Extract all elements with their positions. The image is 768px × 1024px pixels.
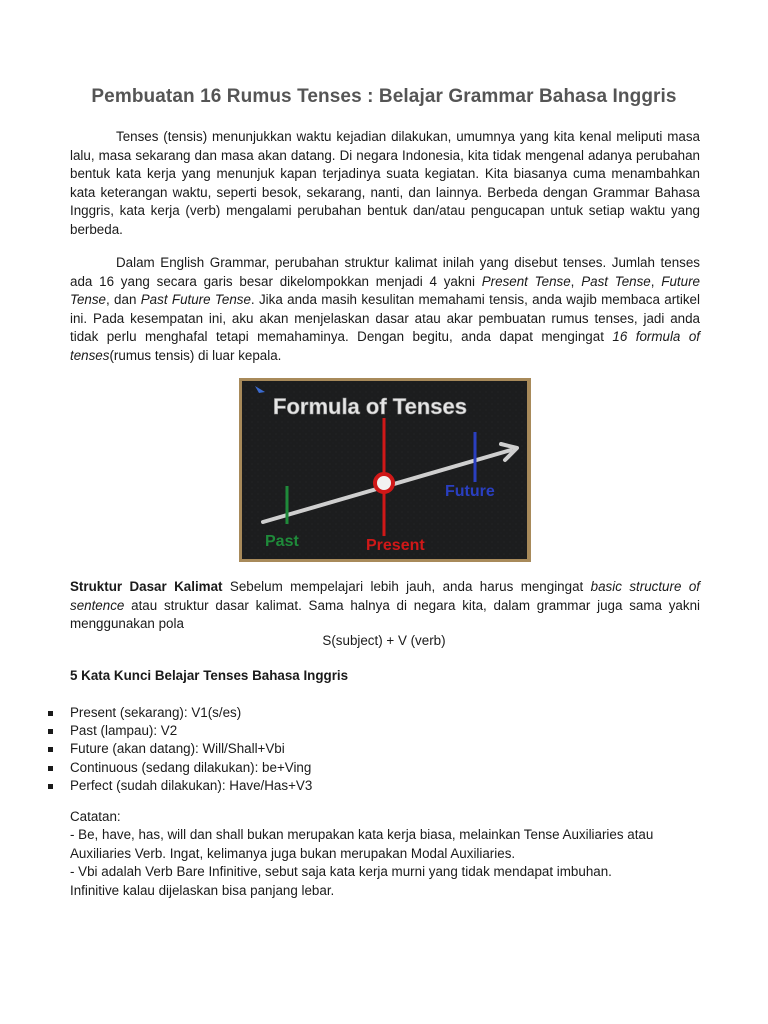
note-line: - Vbi adalah Verb Bare Infinitive, sebut saja kata kerja murni yang tidak mendapat imbuhan. [70,864,612,880]
para2-text-2: . Jika anda masih kesulitan memahami tensis, anda wajib membaca artikel ini. Pada kesempatan ini, aku akan menjelaskan dasar atau akar pembuatan rumus tenses, jadi anda tidak perlu menghafal tetapi memahaminya. Dengan begitu, anda dapat mengingat [70,292,700,345]
para2-comma-2: , [650,273,662,289]
structure-paragraph [70,578,700,634]
intro-paragraph [70,128,700,240]
present-tense-term: Present Tense [481,273,571,289]
structure-italic: basic structure of sentence [70,579,700,613]
keywords-list [44,704,704,795]
past-future-tense-term: Past Future Tense [140,292,251,308]
page-title: Pembuatan 16 Rumus Tenses : Belajar Grammar Bahasa Inggris [91,86,677,107]
bullet-square-icon [48,766,53,771]
keyword-future: Future (akan datang): Will/Shall+Vbi [70,741,285,757]
list-item [44,740,704,758]
tenses-paragraph [70,254,700,366]
list-item [44,722,704,740]
keyword-perfect: Perfect (sudah dilakukan): Have/Has+V3 [70,777,313,793]
present-point [375,474,393,492]
future-label: Future [445,483,495,500]
present-label: Present [366,537,425,554]
notes-label: Catatan: [70,809,121,824]
keyword-past: Past (lampau): V2 [70,723,178,739]
structure-heading: Struktur Dasar Kalimat [70,579,223,594]
bullet-square-icon [48,784,53,789]
list-item [44,759,704,777]
future-tense-term: Future Tense [70,273,700,308]
para2-comma-1: , [570,273,582,289]
note-line: Infinitive kalau dijelaskan bisa panjang lebar. [70,882,335,898]
keywords-heading: 5 Kata Kunci Belajar Tenses Bahasa Inggris [70,668,349,683]
past-label: Past [265,533,299,550]
figure-title: Formula of Tenses [273,394,467,419]
list-item [44,777,704,795]
structure-formula: S(subject) + V (verb) [322,633,446,648]
intro-text: Tenses (tensis) menunjukkan waktu kejadian dilakukan, umumnya yang kita kenal meliputi masa lalu, masa sekarang dan masa akan datang. Di negara Indonesia, kita tidak mengenal adanya perubahan bentuk kata kerja yang menunjuk kapan terjadinya suata kegiatan. Kita biasanya cuma menambahkan kata keterangan waktu, seperti besok, sekarang, nanti, dan lainnya. Berbeda dengan Grammar Bahasa Inggris, kata kerja (verb) mengalami perubahan bentuk dan/atau pengucapan untuk setiap waktu yang berbeda. [70,129,700,237]
formula-of-tenses-term: 16 formula of tenses [70,329,700,363]
structure-text-2: atau struktur dasar kalimat. Sama halnya di negara kita, dalam grammar juga sama yakni menggunakan pola [70,597,700,632]
note-line: Auxiliaries Verb. Ingat, kelimanya juga bukan merupakan Modal Auxiliaries. [70,845,516,861]
past-tense-term: Past Tense [581,273,651,289]
keyword-continuous: Continuous (sedang dilakukan): be+Ving [70,759,312,775]
note-line: - Be, have, has, will dan shall bukan merupakan kata kerja biasa, melainkan Tense Auxiliaries atau [70,827,654,843]
structure-text-1: Sebelum mempelajari lebih jauh, anda harus mengingat [222,579,591,594]
bullet-square-icon [48,747,53,752]
para2-text-1: Dalam English Grammar, perubahan struktur kalimat inilah yang disebut tenses. Jumlah tenses ada 16 yang secara garis besar dikelompokkan menjadi 4 yakni [70,255,700,289]
para2-and: , dan [106,292,141,308]
para2-text-3: (rumus tensis) di luar kepala. [109,347,282,363]
list-item [44,704,704,722]
formula-of-tenses-figure [239,378,531,562]
bullet-square-icon [48,729,53,734]
notes-section [70,808,710,900]
keyword-present: Present (sekarang): V1(s/es) [70,705,242,720]
bullet-square-icon [48,711,53,716]
